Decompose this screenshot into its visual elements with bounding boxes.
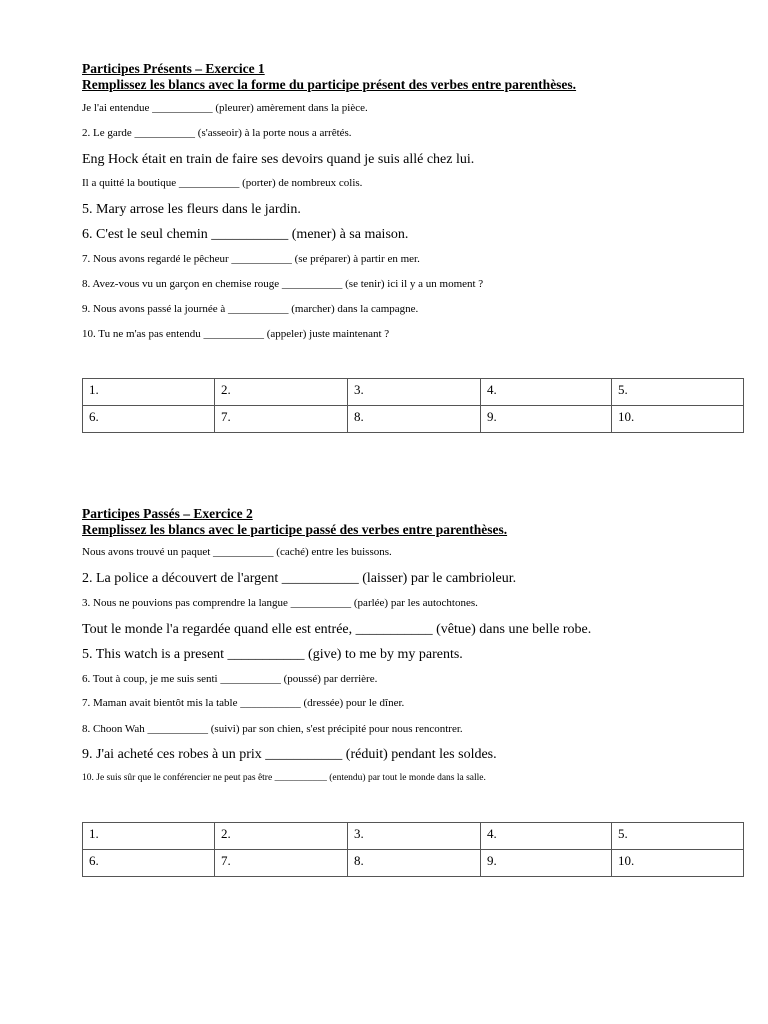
ex2-sentence-6: 6. Tout à coup, je me suis senti ___________ (poussé) par derrière. [82,673,378,685]
ex2-sentence-2: 2. La police a découvert de l'argent ___________ (laisser) par le cambrioleur. [82,571,517,586]
answer-cell[interactable]: 8. [348,850,481,877]
ex1-sentence-8: 8. Avez-vous vu un garçon en chemise rouge ___________ (se tenir) ici il y a un moment ? [82,278,484,290]
answer-cell[interactable]: 9. [481,406,612,433]
answer-cell[interactable]: 1. [83,379,215,406]
ex2-sentence-5: 5. This watch is a present ___________ (give) to me by my parents. [82,647,463,662]
answer-row [83,379,744,406]
ex1-sentence-10: 10. Tu ne m'as pas entendu ___________ (appeler) juste maintenant ? [82,328,390,340]
answer-cell[interactable]: 6. [83,406,215,433]
answer-cell[interactable]: 7. [215,850,348,877]
answer-cell[interactable]: 8. [348,406,481,433]
exercise-1-instruction: Remplissez les blancs avec la forme du participe présent des verbes entre parenthèses. [82,77,577,92]
answer-cell[interactable]: 3. [348,823,481,850]
ex1-sentence-2: 2. Le garde ___________ (s'asseoir) à la porte nous a arrêtés. [82,127,352,139]
exercise-1-title: Participes Présents – Exercice 1 [82,61,265,76]
ex2-sentence-7: 7. Maman avait bientôt mis la table ___________ (dressée) pour le dîner. [82,697,405,709]
answer-cell[interactable]: 9. [481,850,612,877]
exercise-2-title: Participes Passés – Exercice 2 [82,506,253,521]
ex2-answer-grid [82,822,744,877]
ex1-sentence-6: 6. C'est le seul chemin ___________ (mener) à sa maison. [82,227,409,242]
exercise-2-instruction: Remplissez les blancs avec le participe passé des verbes entre parenthèses. [82,522,508,537]
answer-cell[interactable]: 4. [481,823,612,850]
answer-row [83,406,744,433]
ex2-sentence-4: Tout le monde l'a regardée quand elle est entrée, ___________ (vêtue) dans une belle robe. [82,622,592,637]
ex1-sentence-1: Je l'ai entendue ___________ (pleurer) amèrement dans la pièce. [82,102,368,114]
answer-cell[interactable]: 5. [612,823,744,850]
answer-cell[interactable]: 5. [612,379,744,406]
answer-cell[interactable]: 2. [215,379,348,406]
ex1-sentence-7: 7. Nous avons regardé le pêcheur ___________ (se préparer) à partir en mer. [82,253,420,265]
answer-cell[interactable]: 7. [215,406,348,433]
ex2-sentence-1: Nous avons trouvé un paquet ___________ (caché) entre les buissons. [82,546,392,558]
answer-cell[interactable]: 2. [215,823,348,850]
ex2-sentence-10: 10. Je suis sûr que le conférencier ne peut pas être ___________ (entendu) par tout le monde dans la salle. [82,773,486,783]
ex1-sentence-9: 9. Nous avons passé la journée à ___________ (marcher) dans la campagne. [82,303,419,315]
answer-cell[interactable]: 1. [83,823,215,850]
answer-cell[interactable]: 10. [612,406,744,433]
ex1-sentence-5: 5. Mary arrose les fleurs dans le jardin. [82,202,301,217]
ex1-answer-grid [82,378,744,433]
answer-cell[interactable]: 3. [348,379,481,406]
answer-cell[interactable]: 10. [612,850,744,877]
ex2-sentence-3: 3. Nous ne pouvions pas comprendre la langue ___________ (parlée) par les autochtones. [82,597,478,609]
ex2-sentence-9: 9. J'ai acheté ces robes à un prix ___________ (réduit) pendant les soldes. [82,747,497,762]
answer-row [83,823,744,850]
answer-row [83,850,744,877]
answer-cell[interactable]: 6. [83,850,215,877]
ex1-sentence-3: Eng Hock était en train de faire ses devoirs quand je suis allé chez lui. [82,152,475,167]
ex1-sentence-4: Il a quitté la boutique ___________ (porter) de nombreux colis. [82,177,363,189]
ex2-sentence-8: 8. Choon Wah ___________ (suivi) par son chien, s'est précipité pour nous rencontrer. [82,723,463,735]
answer-cell[interactable]: 4. [481,379,612,406]
